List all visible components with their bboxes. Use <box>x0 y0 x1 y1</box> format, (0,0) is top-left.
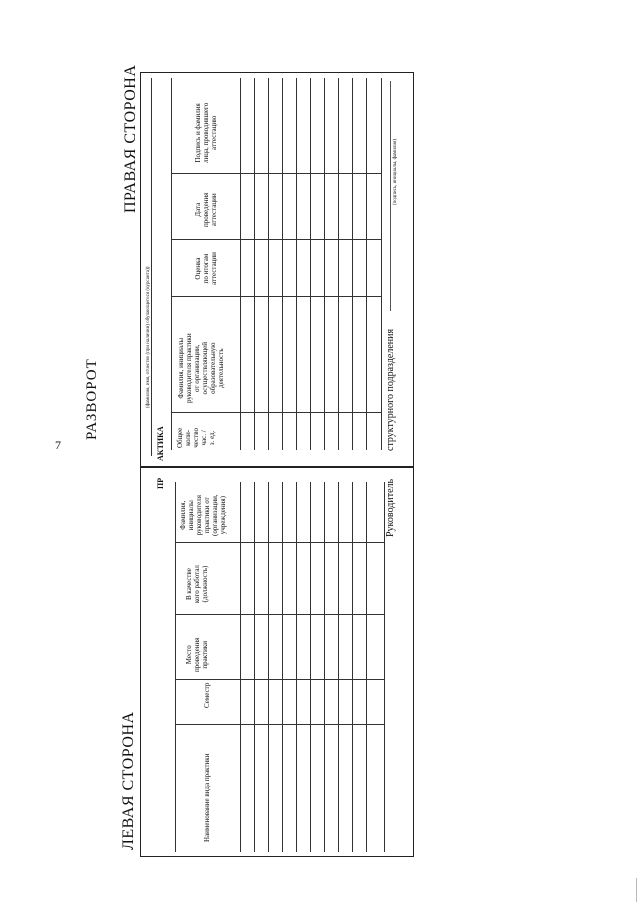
row-line <box>310 482 311 852</box>
page-number: 7 <box>55 438 61 452</box>
left-side-label: ЛЕВАЯ СТОРОНА <box>120 711 137 850</box>
signature-caption: (подпись, инициалы, фамилия) <box>393 138 398 205</box>
col-header-hours: Общее коли- чество час. / з. ед. <box>176 427 216 448</box>
col-sep-1 <box>171 412 381 413</box>
header-separator <box>240 78 241 450</box>
row-line <box>338 482 339 852</box>
header-top-line <box>171 78 172 450</box>
col-sep-2 <box>171 296 381 297</box>
right-side-label: ПРАВАЯ СТОРОНА <box>122 64 139 213</box>
row-line <box>310 78 311 450</box>
col-sep-2 <box>175 614 385 615</box>
row-line <box>324 78 325 450</box>
header-top-line <box>175 482 176 852</box>
row-line <box>384 482 385 852</box>
table-title-right: АКТИКА <box>156 426 165 461</box>
row-line <box>268 482 269 852</box>
col-header-semester: Семестр <box>203 682 211 708</box>
row-line <box>254 78 255 450</box>
row-line <box>381 78 382 450</box>
right-page-frame <box>140 72 414 468</box>
student-name-line <box>151 78 152 456</box>
col-header-practice-type: Наименование вида практики <box>203 753 211 842</box>
col-header-supervisor: Фамилия, инициалы руководителя практики от (организации, учреждения) <box>179 494 227 536</box>
row-line <box>282 78 283 450</box>
col-header-signature: Подпись и фамилия лица, проводившего аттестацию <box>194 102 218 163</box>
row-line <box>282 482 283 852</box>
row-line <box>296 78 297 450</box>
col-header-position: В качестве кого работал (должность) <box>185 565 209 603</box>
spread-label: РАЗВОРОТ <box>84 358 100 440</box>
row-line <box>366 78 367 450</box>
signature-line <box>390 81 391 311</box>
row-line <box>352 482 353 852</box>
col-sep-4 <box>175 724 385 725</box>
footer-supervisor-label: Руководитель <box>385 478 396 537</box>
col-sep-4 <box>171 173 381 174</box>
student-name-caption: (фамилия, имя, отчество (при наличии) обучающегося (курсанта)) <box>146 266 151 408</box>
col-header-org-supervisor: Фамилия, инициалы руководителя практики от организации, осуществляющей образовательную деятельность <box>177 333 225 403</box>
row-line <box>366 482 367 852</box>
table-title-left: ПР <box>156 477 165 489</box>
col-header-place: Место проведения практики <box>185 637 209 672</box>
col-header-date: Дата проведения аттестации <box>194 192 218 227</box>
row-line <box>296 482 297 852</box>
row-line <box>254 482 255 852</box>
header-separator <box>240 482 241 852</box>
col-sep-3 <box>171 239 381 240</box>
row-line <box>268 78 269 450</box>
left-page-frame <box>140 466 414 857</box>
col-sep-3 <box>175 679 385 680</box>
footer-department-label: структурного подразделения <box>385 328 396 451</box>
col-sep-1 <box>175 542 385 543</box>
row-line <box>324 482 325 852</box>
row-line <box>338 78 339 450</box>
col-header-grade: Оценка по итогам аттестации <box>194 252 218 285</box>
row-line <box>352 78 353 450</box>
page-edge-mark <box>636 878 640 902</box>
